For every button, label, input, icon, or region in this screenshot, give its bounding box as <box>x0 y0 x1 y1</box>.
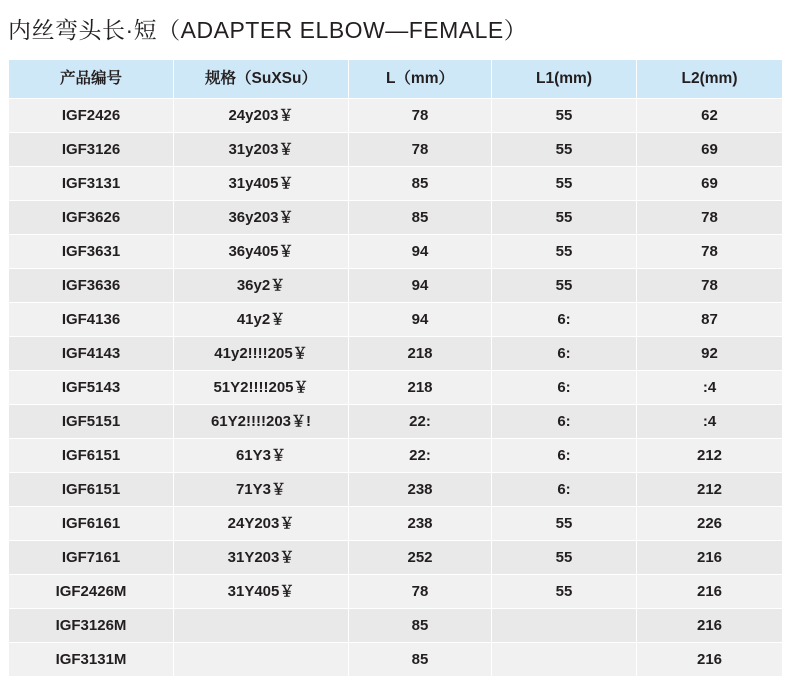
table-row <box>9 235 783 269</box>
table-cell: :4 <box>637 371 783 405</box>
page-title: 内丝弯头长·短（ADAPTER ELBOW—FEMALE） <box>8 17 528 43</box>
table-cell: IGF6151 <box>9 473 174 507</box>
table-cell <box>492 609 637 643</box>
table-cell: 55 <box>492 133 637 167</box>
table-cell: 31Y405￥ <box>174 575 349 609</box>
table-cell: 22: <box>349 439 492 473</box>
table-cell: 36y2￥ <box>174 269 349 303</box>
table-cell: 55 <box>492 201 637 235</box>
table-cell <box>174 643 349 677</box>
table-row <box>9 643 783 677</box>
table-row <box>9 405 783 439</box>
table-cell: IGF3126 <box>9 133 174 167</box>
table-cell: IGF6151 <box>9 439 174 473</box>
table-cell: 62 <box>637 99 783 133</box>
table-cell: 218 <box>349 371 492 405</box>
table-row <box>9 99 783 133</box>
table-row <box>9 507 783 541</box>
table-cell: 55 <box>492 235 637 269</box>
table-cell: IGF4143 <box>9 337 174 371</box>
table-cell: 85 <box>349 201 492 235</box>
table-cell: IGF5151 <box>9 405 174 439</box>
table-cell: 85 <box>349 643 492 677</box>
table-header <box>9 60 783 99</box>
table-cell: IGF3631 <box>9 235 174 269</box>
table-cell: 24Y203￥ <box>174 507 349 541</box>
table-cell: 6: <box>492 439 637 473</box>
table-row <box>9 473 783 507</box>
table-row <box>9 439 783 473</box>
table-cell: 6: <box>492 405 637 439</box>
table-cell: 36y405￥ <box>174 235 349 269</box>
table-cell: IGF2426M <box>9 575 174 609</box>
table-cell: 78 <box>349 99 492 133</box>
table-cell: 69 <box>637 167 783 201</box>
table-cell: 22: <box>349 405 492 439</box>
table-cell: 216 <box>637 609 783 643</box>
specification-table <box>8 59 783 677</box>
table-cell: 85 <box>349 167 492 201</box>
table-cell: 55 <box>492 541 637 575</box>
table-row <box>9 337 783 371</box>
table-cell: 216 <box>637 575 783 609</box>
column-header-l2: L2(mm) <box>637 60 783 99</box>
table-cell: 55 <box>492 269 637 303</box>
table-cell: 55 <box>492 99 637 133</box>
table-cell: 55 <box>492 507 637 541</box>
table-cell: 238 <box>349 473 492 507</box>
table-cell: 94 <box>349 235 492 269</box>
table-cell: 78 <box>349 575 492 609</box>
column-header-l: L（mm） <box>349 60 492 99</box>
table-cell: 92 <box>637 337 783 371</box>
table-cell: 61Y3￥ <box>174 439 349 473</box>
table-header-row <box>9 60 783 99</box>
table-cell: IGF3126M <box>9 609 174 643</box>
table-cell: 31y203￥ <box>174 133 349 167</box>
table-cell: IGF3636 <box>9 269 174 303</box>
table-cell: IGF3626 <box>9 201 174 235</box>
table-body <box>9 99 783 677</box>
table-cell: 216 <box>637 541 783 575</box>
table-row <box>9 133 783 167</box>
table-cell: 212 <box>637 439 783 473</box>
table-cell: IGF6161 <box>9 507 174 541</box>
table-cell: 85 <box>349 609 492 643</box>
table-cell: 238 <box>349 507 492 541</box>
table-cell: IGF3131M <box>9 643 174 677</box>
table-cell: 78 <box>637 269 783 303</box>
table-cell: IGF2426 <box>9 99 174 133</box>
table-cell: 78 <box>637 235 783 269</box>
table-cell: 6: <box>492 371 637 405</box>
table-row <box>9 167 783 201</box>
table-cell: 24y203￥ <box>174 99 349 133</box>
table-cell: 94 <box>349 269 492 303</box>
table-row <box>9 303 783 337</box>
table-row <box>9 371 783 405</box>
table-cell: 212 <box>637 473 783 507</box>
table-cell: 71Y3￥ <box>174 473 349 507</box>
table-row <box>9 609 783 643</box>
table-cell: 69 <box>637 133 783 167</box>
table-cell: 36y203￥ <box>174 201 349 235</box>
table-cell: 55 <box>492 167 637 201</box>
table-cell: 31Y203￥ <box>174 541 349 575</box>
table-cell: 216 <box>637 643 783 677</box>
table-row <box>9 541 783 575</box>
table-cell: 218 <box>349 337 492 371</box>
table-cell: 6: <box>492 303 637 337</box>
table-cell: 61Y2!!!!203￥! <box>174 405 349 439</box>
table-cell <box>174 609 349 643</box>
table-cell: 41y2!!!!205￥ <box>174 337 349 371</box>
table-cell: 94 <box>349 303 492 337</box>
table-row <box>9 575 783 609</box>
table-row <box>9 269 783 303</box>
table-cell: IGF7161 <box>9 541 174 575</box>
table-cell: 252 <box>349 541 492 575</box>
table-cell: 55 <box>492 575 637 609</box>
column-header-product-code: 产品编号 <box>9 60 174 99</box>
table-cell <box>492 643 637 677</box>
table-cell: IGF4136 <box>9 303 174 337</box>
table-cell: 41y2￥ <box>174 303 349 337</box>
table-cell: IGF5143 <box>9 371 174 405</box>
table-cell: 6: <box>492 473 637 507</box>
column-header-specification: 规格（SuXSu） <box>174 60 349 99</box>
table-cell: :4 <box>637 405 783 439</box>
table-cell: 51Y2!!!!205￥ <box>174 371 349 405</box>
table-cell: IGF3131 <box>9 167 174 201</box>
table-cell: 78 <box>349 133 492 167</box>
column-header-l1: L1(mm) <box>492 60 637 99</box>
table-cell: 78 <box>637 201 783 235</box>
table-cell: 87 <box>637 303 783 337</box>
table-cell: 31y405￥ <box>174 167 349 201</box>
table-cell: 6: <box>492 337 637 371</box>
table-row <box>9 201 783 235</box>
table-cell: 226 <box>637 507 783 541</box>
